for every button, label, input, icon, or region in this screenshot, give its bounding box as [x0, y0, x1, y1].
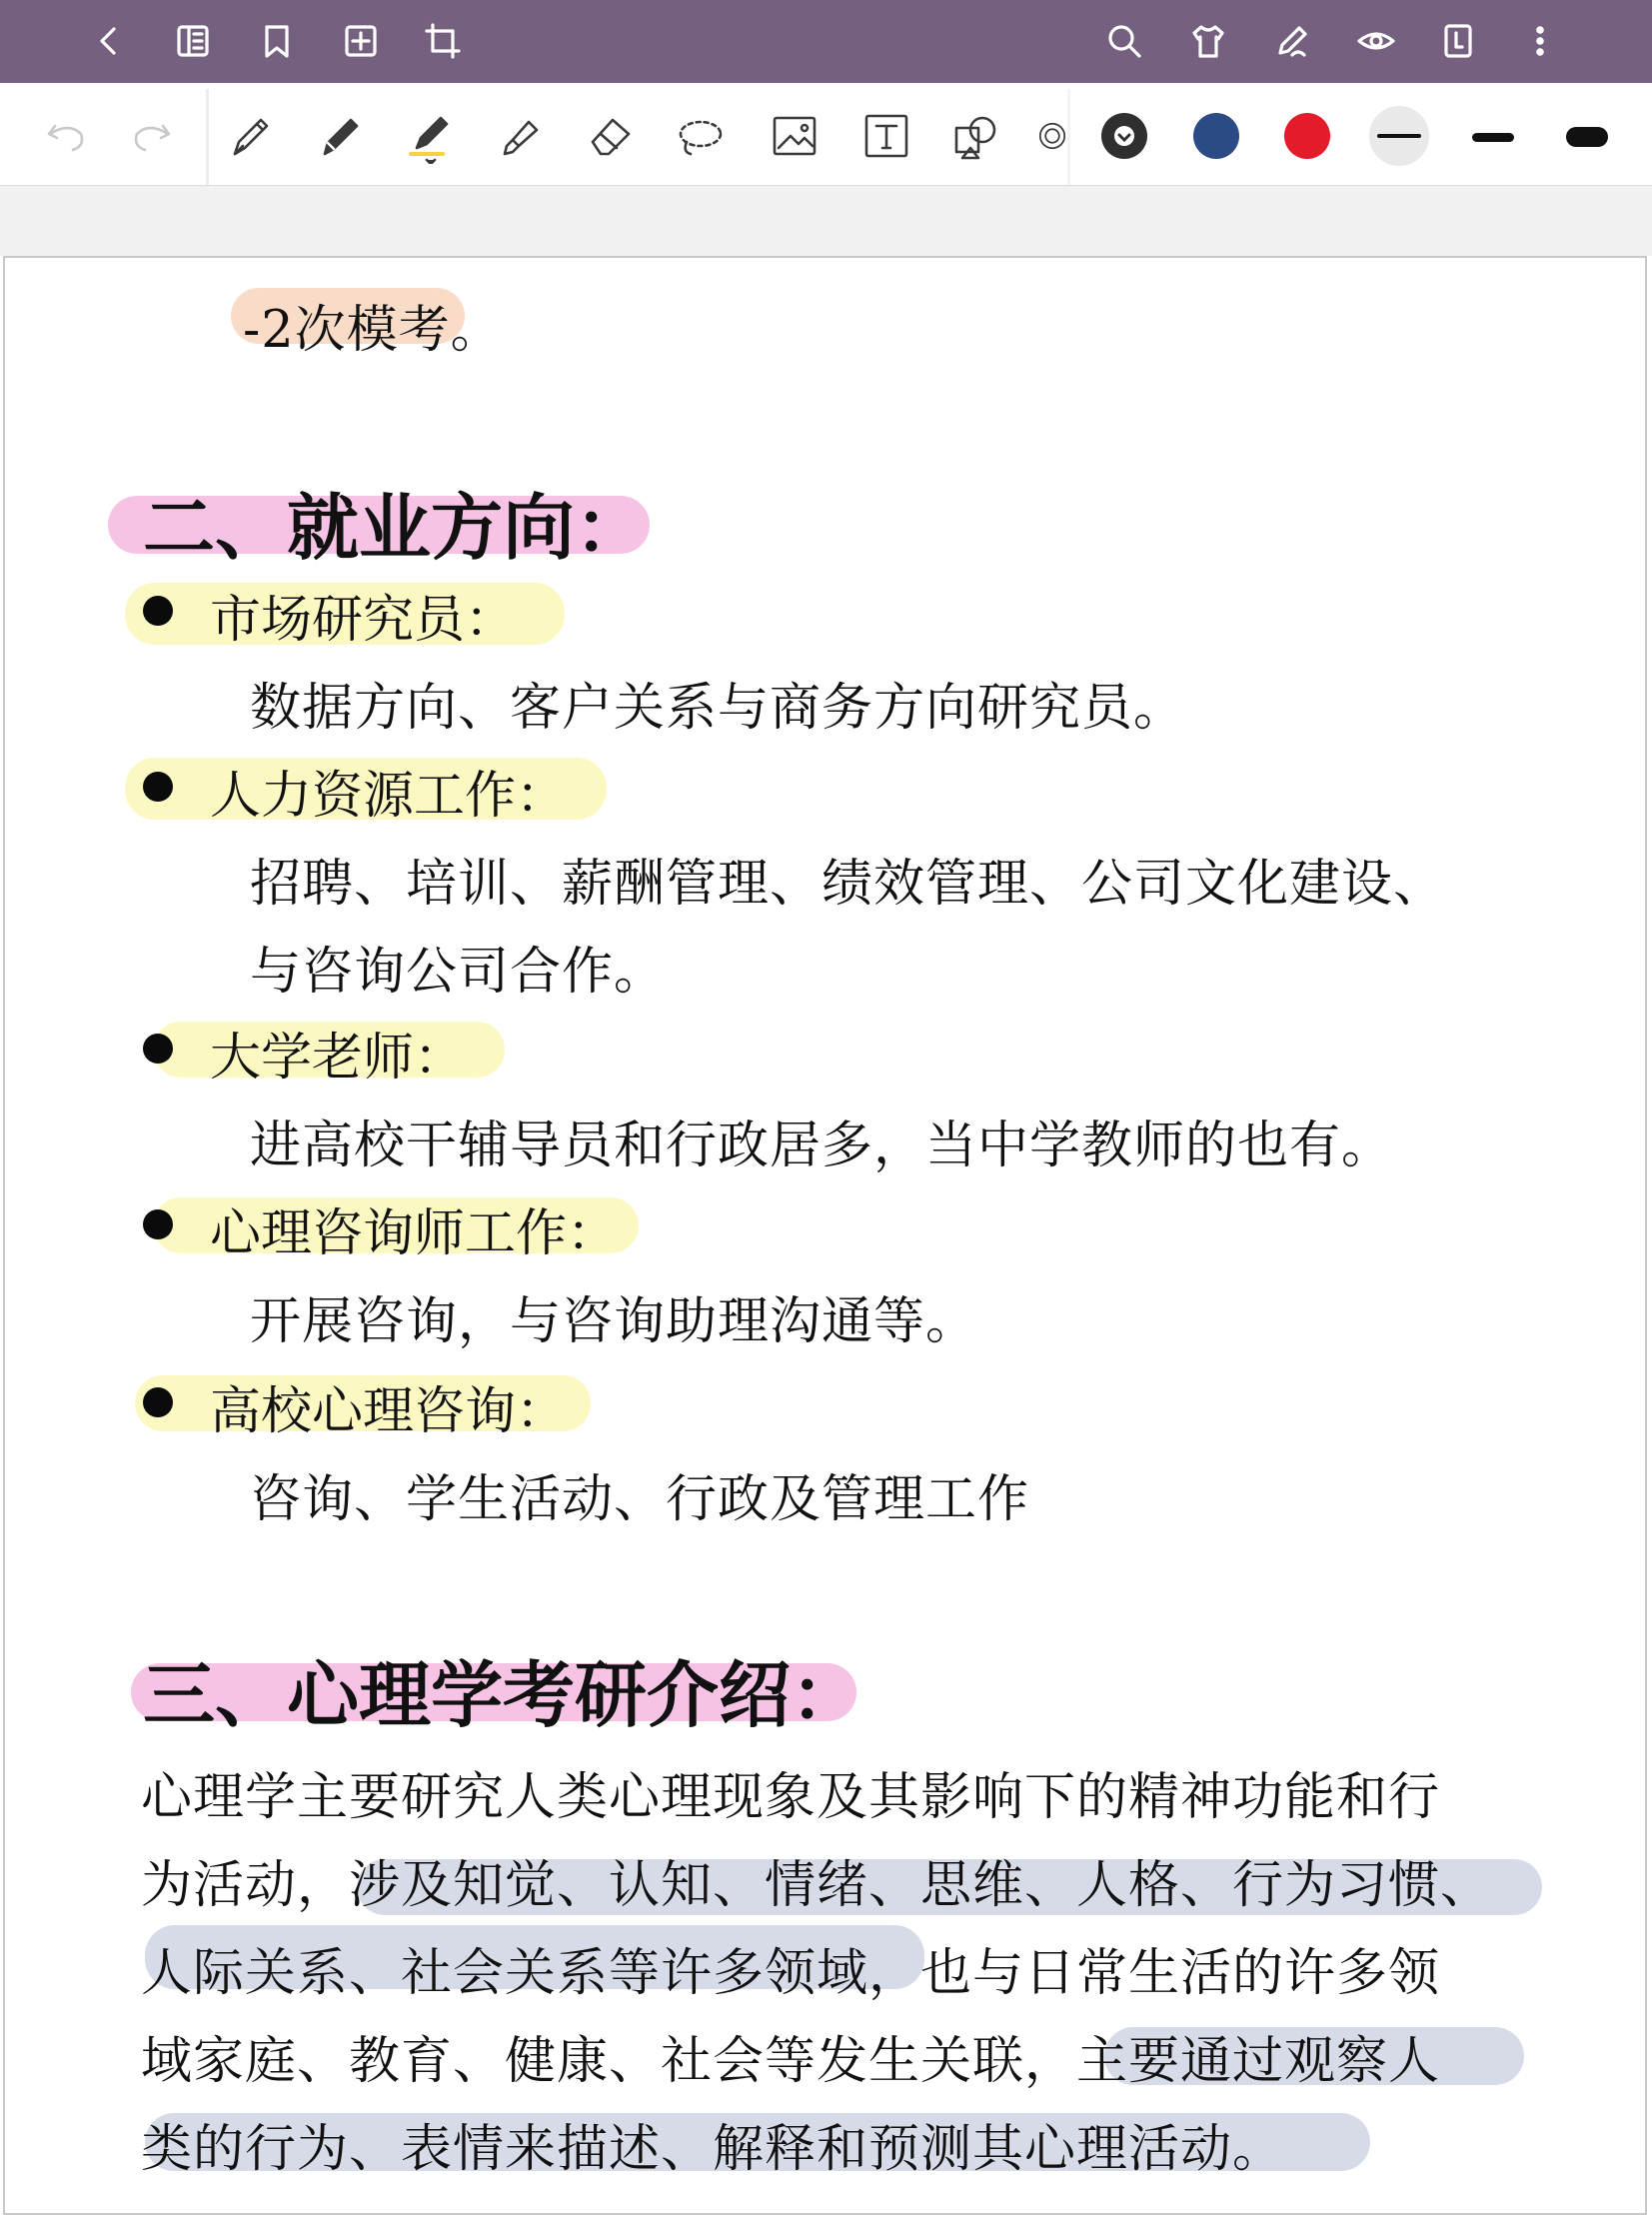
- highlighter-icon[interactable]: [396, 101, 466, 171]
- app-bar: [0, 0, 1652, 83]
- crop-icon[interactable]: [416, 14, 470, 68]
- item-line: 咨询、学生活动、行政及管理工作: [250, 1470, 1030, 1529]
- paragraph-line: 类的行为、表情来描述、解释和预测其心理活动。: [141, 2120, 1285, 2179]
- sidebar-icon[interactable]: [166, 14, 220, 68]
- stroke-width-medium[interactable]: [1461, 121, 1525, 153]
- theme-icon[interactable]: [1181, 14, 1235, 68]
- search-icon[interactable]: [1097, 14, 1151, 68]
- color-swatch-blue[interactable]: [1193, 113, 1239, 159]
- page-gutter: [0, 186, 1652, 256]
- bullet: [143, 772, 173, 802]
- item-title: 大学老师：: [210, 1029, 466, 1088]
- add-page-icon[interactable]: [334, 14, 388, 68]
- item-title: 心理咨询师工作：: [210, 1204, 619, 1263]
- item-line: 进高校干辅导员和行政居多，当中学教师的也有。: [250, 1116, 1394, 1175]
- bullet: [143, 596, 173, 626]
- item-line: 招聘、培训、薪酬管理、绩效管理、公司文化建设、: [250, 855, 1446, 914]
- toolbar-divider: [206, 89, 209, 185]
- redo-icon[interactable]: [116, 101, 186, 171]
- item-line: 数据方向、客户关系与商务方向研究员。: [250, 679, 1186, 738]
- stroke-width-thin[interactable]: [1369, 106, 1429, 166]
- lasso-icon[interactable]: [666, 101, 736, 171]
- marker-icon[interactable]: [486, 101, 556, 171]
- color-swatch-red[interactable]: [1284, 113, 1330, 159]
- sticker-icon[interactable]: [1021, 101, 1071, 171]
- text-box-icon[interactable]: [851, 101, 921, 171]
- pen-settings-icon[interactable]: [1265, 14, 1319, 68]
- note-page[interactable]: [3, 256, 1647, 2215]
- item-title: 高校心理咨询：: [210, 1382, 568, 1441]
- drawing-toolbar: [0, 83, 1652, 186]
- back-icon[interactable]: [82, 14, 136, 68]
- fountain-pen-icon[interactable]: [216, 101, 286, 171]
- paragraph-line: 心理学主要研究人类心理现象及其影响下的精神功能和行: [141, 1768, 1441, 1827]
- color-swatch-black[interactable]: [1101, 113, 1147, 159]
- pencil-icon[interactable]: [306, 101, 376, 171]
- read-mode-icon[interactable]: [1349, 14, 1403, 68]
- toolbar-divider: [1067, 89, 1070, 185]
- bullet: [143, 1387, 173, 1417]
- image-icon[interactable]: [760, 101, 829, 171]
- more-icon[interactable]: [1513, 14, 1567, 68]
- item-title: 人力资源工作：: [210, 767, 568, 826]
- item-line: 与咨询公司合作。: [250, 943, 667, 1002]
- item-title: 市场研究员：: [210, 591, 517, 650]
- stroke-width-thick[interactable]: [1555, 121, 1619, 153]
- bookmark-icon[interactable]: [250, 14, 304, 68]
- paragraph-line: 人际关系、社会关系等许多领域，也与日常生活的许多领: [141, 1944, 1441, 2003]
- item-line: 开展咨询，与咨询助理沟通等。: [250, 1292, 978, 1351]
- page-layout-icon[interactable]: [1431, 14, 1485, 68]
- undo-icon[interactable]: [32, 101, 102, 171]
- bullet: [143, 1209, 173, 1239]
- paragraph-line: 为活动，涉及知觉、认知、情绪、思维、人格、行为习惯、: [141, 1856, 1493, 1915]
- eraser-icon[interactable]: [576, 101, 646, 171]
- bullet: [143, 1034, 173, 1064]
- section2-title: 二、就业方向：: [143, 485, 648, 570]
- top-fragment: -2次模考。: [243, 301, 503, 360]
- shape-icon[interactable]: [941, 101, 1011, 171]
- section3-title: 三、心理学考研介绍：: [143, 1652, 863, 1737]
- paragraph-line: 域家庭、教育、健康、社会等发生关联，主要通过观察人: [141, 2032, 1441, 2091]
